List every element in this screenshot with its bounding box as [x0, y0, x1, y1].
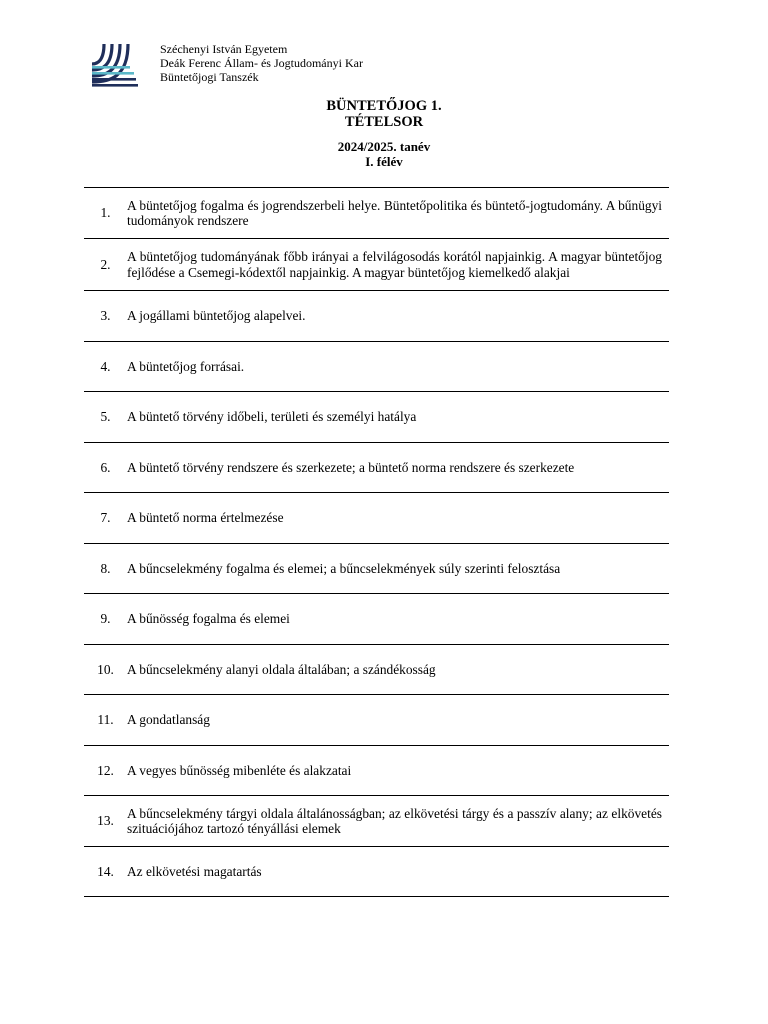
table-row — [84, 291, 669, 342]
topic-number: 2. — [100, 256, 111, 272]
logo-arc-1 — [92, 44, 104, 64]
topic-number: 9. — [100, 611, 111, 627]
table-row — [84, 796, 669, 847]
university-logo-icon — [90, 40, 156, 88]
topic-number: 12. — [97, 762, 114, 778]
topic-text: A büntetőjog forrásai. — [127, 358, 245, 374]
table-row — [84, 392, 669, 443]
topic-number: 14. — [97, 863, 114, 879]
topic-number: 5. — [100, 409, 111, 425]
table-row — [84, 594, 669, 645]
table-row — [84, 544, 669, 594]
topic-text: A jogállami büntetőjog alapelvei. — [127, 308, 306, 324]
table-row — [84, 847, 669, 897]
topic-number: 8. — [100, 560, 111, 576]
academic-year: 2024/2025. tanév — [337, 139, 431, 154]
table-row — [84, 695, 669, 746]
topic-text: A gondatlanság — [127, 712, 210, 728]
topic-text: A vegyes bűnösség mibenléte és alakzatai — [127, 762, 352, 778]
topic-text: A büntető törvény időbeli, területi és személyi hatálya — [127, 409, 417, 425]
topic-number: 10. — [97, 661, 114, 677]
table-row — [84, 746, 669, 796]
topic-text: A büntető norma értelmezése — [127, 510, 284, 526]
topic-text: A bűncselekmény tárgyi oldala általánosságban; az elkövetési tárgy és a passzív alany; az elkövetés szituációjához tartozó tényállási elemek — [127, 805, 662, 836]
table-row — [84, 443, 669, 493]
topic-text: A büntetőjog fogalma és jogrendszerbeli helye. Büntetőpolitika és büntető-jogtudomány. A bűnügyi tudományok rendszere — [127, 197, 662, 228]
table-row — [84, 188, 669, 239]
logo-bar-2 — [92, 72, 134, 75]
topic-text: A büntetőjog tudományának főbb irányai a felvilágosodás korától napjainkig. A magyar büntetőjog fejlődése a Csemegi-kódextől napjainkig. A magyar büntetőjog kiemelkedő alakjai — [127, 249, 662, 280]
table-row — [84, 239, 669, 291]
document-title: BÜNTETŐJOG 1. — [326, 98, 442, 114]
table-row — [84, 342, 669, 392]
topic-text: A bűncselekmény alanyi oldala általában; a szándékosság — [127, 661, 436, 677]
table-row — [84, 493, 669, 544]
topic-number: 4. — [100, 358, 111, 374]
topic-number: 6. — [100, 459, 111, 475]
topic-text: A büntető törvény rendszere és szerkezete; a büntető norma rendszere és szerkezete — [127, 459, 575, 475]
topic-number: 1. — [100, 205, 111, 221]
table-row — [84, 645, 669, 695]
logo-bar-1 — [92, 66, 130, 69]
topic-number: 7. — [100, 510, 111, 526]
semester: I. félév — [365, 154, 403, 169]
topic-number: 3. — [100, 308, 111, 324]
department-name: Büntetőjogi Tanszék — [160, 70, 259, 84]
faculty-name: Deák Ferenc Állam- és Jogtudományi Kar — [160, 56, 363, 70]
logo-bar-4 — [92, 84, 138, 87]
topic-text: Az elkövetési magatartás — [127, 863, 262, 879]
topic-number: 13. — [97, 813, 114, 829]
topic-text: A bűncselekmény fogalma és elemei; a bűncselekmények súly szerinti felosztása — [127, 560, 561, 576]
logo-bar-3 — [92, 78, 136, 81]
topic-table — [84, 187, 669, 897]
title-block — [0, 98, 768, 169]
topic-number: 11. — [97, 712, 114, 728]
document-subtitle: TÉTELSOR — [344, 114, 424, 130]
university-name: Széchenyi István Egyetem — [160, 42, 288, 56]
institution-header — [160, 42, 363, 84]
topic-text: A bűnösség fogalma és elemei — [127, 611, 290, 627]
